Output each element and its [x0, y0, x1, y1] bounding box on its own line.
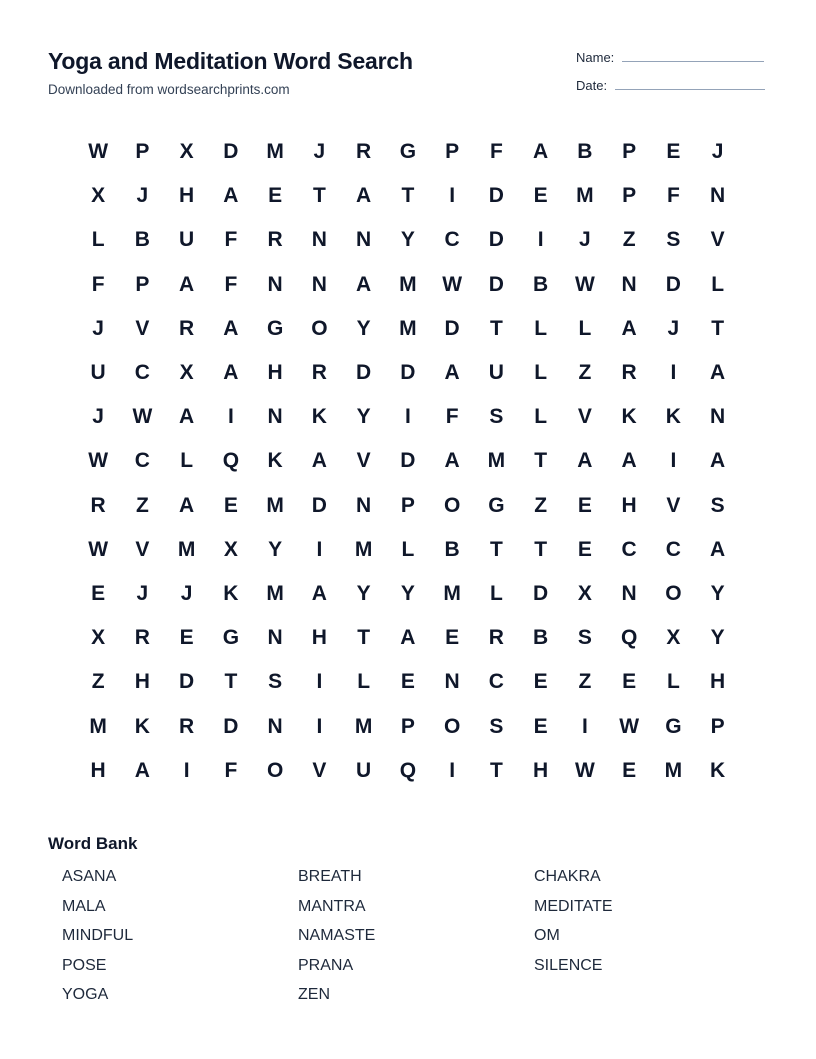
name-line	[622, 60, 764, 62]
grid-letter: K	[710, 758, 726, 782]
grid-letter: S	[268, 670, 283, 694]
grid-letter: F	[666, 184, 680, 208]
grid-letter: N	[356, 493, 372, 517]
grid-letter: Q	[620, 626, 638, 650]
grid-letter: I	[404, 405, 411, 429]
grid-letter: A	[533, 140, 549, 164]
grid-letter: P	[622, 140, 637, 164]
grid-letter: A	[311, 581, 327, 605]
grid-letter: M	[664, 758, 683, 782]
grid-letter: D	[533, 581, 549, 605]
grid-letter: P	[400, 493, 415, 517]
grid-letter: P	[622, 184, 637, 208]
grid-letter: B	[533, 626, 549, 650]
grid-letter: T	[711, 316, 725, 340]
grid-letter: M	[443, 581, 461, 605]
grid-letter: Q	[222, 449, 240, 473]
date-label: Date:	[576, 78, 608, 93]
grid-letter: N	[710, 184, 726, 208]
grid-letter: T	[312, 184, 326, 208]
grid-letter: T	[224, 670, 238, 694]
grid-letter: B	[533, 272, 549, 296]
grid-letter: P	[135, 140, 150, 164]
grid-letter: I	[581, 714, 588, 738]
grid-letter: F	[489, 140, 503, 164]
word-bank-item: NAMASTE	[298, 927, 376, 945]
grid-letter: N	[621, 581, 637, 605]
grid-letter: M	[399, 316, 417, 340]
grid-letter: I	[227, 405, 234, 429]
grid-letter: Y	[710, 626, 725, 650]
grid-letter: X	[666, 626, 681, 650]
grid-letter: H	[533, 758, 549, 782]
grid-letter: A	[400, 626, 416, 650]
grid-letter: P	[135, 272, 150, 296]
grid-letter: A	[577, 449, 593, 473]
grid-letter: D	[488, 272, 504, 296]
grid-letter: F	[91, 272, 105, 296]
grid-letter: W	[132, 405, 153, 429]
grid-letter: Z	[622, 228, 636, 252]
grid-letter: S	[666, 228, 681, 252]
grid-letter: V	[577, 405, 592, 429]
word-bank-item: CHAKRA	[534, 868, 601, 885]
grid-letter: E	[400, 670, 415, 694]
grid-letter: D	[444, 316, 460, 340]
grid-letter: N	[356, 228, 372, 252]
grid-letter: D	[356, 361, 372, 385]
grid-letter: I	[537, 228, 544, 252]
grid-letter: D	[488, 184, 504, 208]
grid-letter: A	[356, 272, 372, 296]
grid-letter: H	[311, 626, 327, 650]
grid-letter: N	[267, 272, 283, 296]
grid-letter: X	[91, 184, 106, 208]
grid-letter: Y	[400, 228, 415, 252]
word-bank-item: PRANA	[298, 956, 354, 974]
grid-letter: G	[665, 714, 682, 738]
grid-letter: C	[621, 537, 637, 561]
grid-letter: F	[224, 228, 238, 252]
grid-letter: N	[267, 405, 283, 429]
word-bank-item: ASANA	[62, 868, 117, 885]
grid-letter: U	[179, 228, 195, 252]
grid-letter: F	[224, 272, 238, 296]
grid-letter: L	[91, 228, 105, 252]
grid-letter: A	[621, 316, 637, 340]
grid-letter: J	[180, 581, 193, 605]
grid-letter: M	[266, 581, 284, 605]
grid-letter: D	[400, 361, 416, 385]
word-bank-item: MALA	[62, 897, 106, 915]
grid-letter: E	[223, 493, 238, 517]
grid-letter: O	[266, 758, 284, 782]
grid-letter: X	[179, 361, 194, 385]
grid-letter: H	[90, 758, 106, 782]
grid-letter: H	[710, 670, 726, 694]
grid-letter: A	[223, 184, 239, 208]
grid-letter: M	[576, 184, 594, 208]
grid-letter: A	[179, 272, 195, 296]
grid-letter: B	[577, 140, 593, 164]
grid-letter: E	[179, 626, 194, 650]
grid-letter: J	[579, 228, 591, 252]
grid-letter: E	[533, 670, 548, 694]
grid-letter: I	[183, 758, 190, 782]
grid-letter: T	[489, 537, 503, 561]
grid-letter: V	[710, 228, 725, 252]
grid-letter: R	[179, 316, 195, 340]
grid-letter: M	[266, 493, 284, 517]
grid-letter: K	[665, 405, 681, 429]
grid-letter: H	[621, 493, 637, 517]
grid-letter: Y	[356, 405, 371, 429]
grid-letter: W	[619, 714, 640, 738]
grid-letter: G	[266, 316, 284, 340]
grid-letter: R	[134, 626, 150, 650]
name-label: Name:	[576, 50, 615, 65]
grid-letter: N	[267, 714, 283, 738]
grid-letter: X	[223, 537, 238, 561]
name-field[interactable]	[576, 50, 764, 65]
word-bank-item: ZEN	[298, 986, 330, 1004]
grid-letter: D	[223, 140, 239, 164]
grid-letter: V	[135, 537, 150, 561]
grid-letter: J	[667, 316, 680, 340]
grid-letter: W	[88, 140, 109, 164]
grid-letter: M	[354, 714, 373, 738]
grid-letter: A	[356, 184, 372, 208]
grid-letter: F	[445, 405, 459, 429]
grid-letter: T	[534, 449, 548, 473]
grid-letter: T	[489, 316, 503, 340]
grid-letter: I	[316, 537, 323, 561]
grid-letter: J	[313, 140, 326, 164]
word-bank-item: BREATH	[298, 868, 362, 885]
grid-letter: K	[223, 581, 239, 605]
grid-letter: J	[92, 405, 104, 429]
grid-letter: R	[356, 140, 372, 164]
grid-letter: V	[135, 316, 150, 340]
grid-letter: Z	[534, 493, 548, 517]
grid-letter: E	[268, 184, 283, 208]
grid-letter: G	[399, 140, 417, 164]
grid-letter: L	[534, 316, 548, 340]
page-subtitle: Downloaded from wordsearchprints.com	[48, 82, 290, 97]
grid-letter: T	[489, 758, 503, 782]
grid-letter: Y	[356, 316, 371, 340]
grid-letter: X	[577, 581, 592, 605]
grid-letter: A	[710, 537, 726, 561]
grid-letter: F	[224, 758, 238, 782]
grid-letter: S	[710, 493, 725, 517]
page-title: Yoga and Meditation Word Search	[48, 48, 413, 74]
grid-letter: Y	[268, 537, 283, 561]
grid-letter: A	[179, 493, 195, 517]
grid-letter: L	[534, 405, 548, 429]
grid-letter: K	[134, 714, 150, 738]
grid-letter: J	[711, 140, 724, 164]
grid-letter: C	[134, 361, 150, 385]
grid-letter: C	[488, 670, 504, 694]
grid-letter: L	[489, 581, 503, 605]
grid-letter: W	[574, 758, 595, 782]
grid-letter: A	[223, 316, 239, 340]
grid-letter: N	[621, 272, 637, 296]
grid-letter: A	[444, 361, 460, 385]
grid-letter: D	[665, 272, 681, 296]
grid-letter: G	[222, 626, 240, 650]
date-field[interactable]	[576, 78, 765, 93]
grid-letter: Y	[400, 581, 415, 605]
grid-letter: O	[443, 493, 461, 517]
grid-letter: C	[444, 228, 460, 252]
grid-letter: A	[710, 449, 726, 473]
grid-letter: M	[399, 272, 417, 296]
grid-letter: N	[311, 272, 327, 296]
grid-letter: Z	[91, 670, 105, 694]
grid-letter: O	[665, 581, 682, 605]
grid-letter: I	[316, 714, 323, 738]
grid-letter: D	[179, 670, 195, 694]
grid-letter: X	[179, 140, 194, 164]
grid-letter: L	[357, 670, 371, 694]
grid-letter: N	[267, 626, 283, 650]
grid-letter: E	[533, 184, 548, 208]
grid-letter: W	[88, 449, 109, 473]
grid-letter: U	[356, 758, 372, 782]
grid-letter: E	[577, 493, 592, 517]
letter-grid	[76, 130, 740, 793]
grid-letter: A	[621, 449, 637, 473]
grid-letter: E	[577, 537, 592, 561]
grid-letter: M	[487, 449, 506, 473]
grid-letter: R	[90, 493, 106, 517]
grid-letter: U	[90, 361, 106, 385]
word-bank-item: MINDFUL	[62, 927, 134, 945]
grid-letter: A	[444, 449, 460, 473]
grid-letter: C	[665, 537, 681, 561]
grid-letter: E	[666, 140, 681, 164]
word-bank-item: POSE	[62, 956, 107, 974]
word-bank-item: SILENCE	[534, 956, 603, 974]
grid-letter: W	[574, 272, 595, 296]
grid-letter: S	[489, 405, 504, 429]
grid-letter: T	[401, 184, 415, 208]
grid-letter: C	[134, 449, 150, 473]
grid-letter: A	[179, 405, 195, 429]
grid-letter: V	[312, 758, 327, 782]
grid-letter: B	[134, 228, 150, 252]
grid-letter: J	[136, 581, 149, 605]
word-bank-item: MANTRA	[298, 897, 366, 915]
grid-letter: A	[134, 758, 150, 782]
grid-letter: I	[670, 361, 677, 385]
date-line	[615, 88, 765, 90]
grid-letter: L	[180, 449, 194, 473]
grid-letter: X	[91, 626, 106, 650]
grid-letter: L	[401, 537, 415, 561]
grid-letter: Z	[578, 670, 592, 694]
grid-letter: Z	[135, 493, 149, 517]
grid-letter: E	[445, 626, 460, 650]
grid-letter: E	[622, 758, 637, 782]
grid-letter: I	[670, 449, 677, 473]
grid-letter: T	[357, 626, 371, 650]
grid-letter: E	[91, 581, 106, 605]
grid-letter: I	[449, 184, 456, 208]
grid-letter: P	[400, 714, 415, 738]
grid-letter: O	[443, 714, 461, 738]
grid-letter: L	[534, 361, 548, 385]
grid-letter: A	[223, 361, 239, 385]
grid-letter: D	[223, 714, 239, 738]
grid-letter: U	[488, 361, 504, 385]
grid-letter: J	[136, 184, 149, 208]
grid-letter: L	[711, 272, 725, 296]
grid-letter: D	[400, 449, 416, 473]
grid-letter: N	[444, 670, 460, 694]
grid-letter: D	[488, 228, 504, 252]
grid-letter: Z	[578, 361, 592, 385]
grid-letter: W	[442, 272, 463, 296]
grid-letter: M	[354, 537, 373, 561]
grid-letter: B	[444, 537, 460, 561]
grid-letter: H	[179, 184, 195, 208]
grid-letter: A	[311, 449, 327, 473]
grid-letter: I	[316, 670, 323, 694]
grid-letter: A	[710, 361, 726, 385]
grid-letter: M	[89, 714, 107, 738]
grid-letter: Q	[399, 758, 417, 782]
word-bank-item: MEDITATE	[534, 897, 613, 915]
grid-letter: L	[578, 316, 592, 340]
grid-letter: M	[266, 140, 284, 164]
grid-letter: R	[179, 714, 195, 738]
word-bank	[62, 868, 782, 1016]
word-bank-title: Word Bank	[48, 834, 138, 853]
grid-letter: I	[449, 758, 456, 782]
grid-letter: T	[534, 537, 548, 561]
grid-letter: N	[710, 405, 726, 429]
grid-letter: G	[488, 493, 505, 517]
grid-letter: D	[311, 493, 327, 517]
grid-letter: H	[267, 361, 283, 385]
word-bank-item: YOGA	[62, 986, 109, 1004]
grid-letter: J	[92, 316, 104, 340]
grid-letter: R	[267, 228, 283, 252]
word-bank-item: OM	[534, 927, 560, 945]
grid-letter: K	[267, 449, 283, 473]
grid-letter: O	[311, 316, 328, 340]
grid-letter: R	[621, 361, 637, 385]
grid-letter: S	[577, 626, 592, 650]
grid-letter: P	[445, 140, 460, 164]
grid-letter: H	[134, 670, 150, 694]
grid-letter: K	[621, 405, 637, 429]
grid-letter: Y	[356, 581, 371, 605]
grid-letter: M	[177, 537, 196, 561]
grid-letter: V	[666, 493, 681, 517]
grid-letter: N	[311, 228, 327, 252]
grid-letter: E	[533, 714, 548, 738]
grid-letter: Y	[710, 581, 725, 605]
grid-letter: W	[88, 537, 109, 561]
grid-letter: E	[622, 670, 637, 694]
grid-letter: S	[489, 714, 504, 738]
grid-letter: K	[311, 405, 327, 429]
grid-letter: P	[710, 714, 725, 738]
grid-letter: V	[356, 449, 371, 473]
grid-letter: R	[311, 361, 327, 385]
grid-letter: R	[488, 626, 504, 650]
grid-letter: L	[666, 670, 680, 694]
